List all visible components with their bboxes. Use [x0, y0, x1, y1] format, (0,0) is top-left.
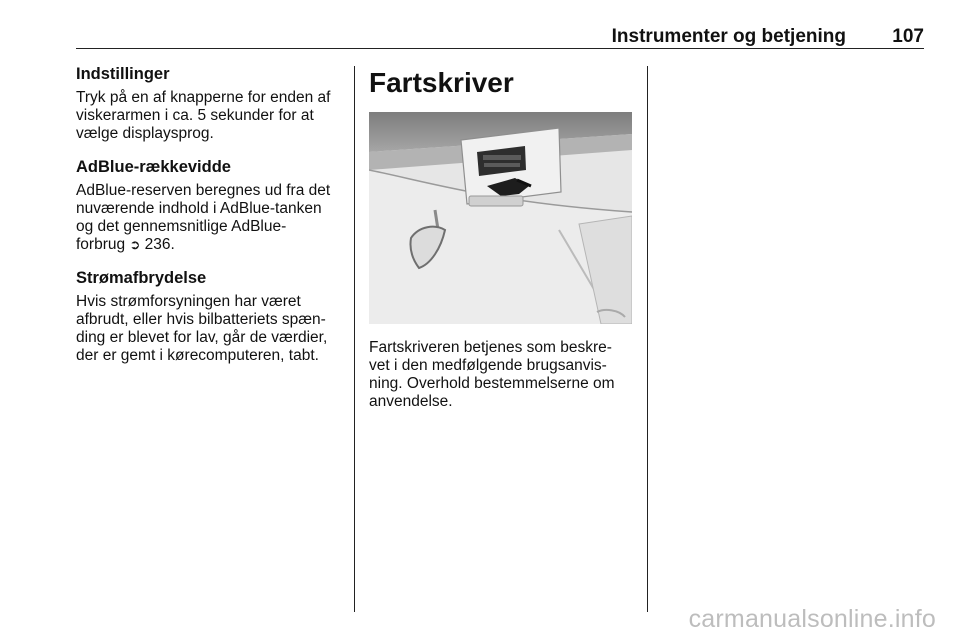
watermark: carmanualsonline.info: [688, 605, 936, 633]
section-body-adblue: [76, 182, 346, 254]
tachograph-illustration: [369, 112, 632, 324]
section-body-stroemafbrydelse: Hvis strømforsyningen har været afbrudt, eller hvis bilbatteriets spæn- ding er blevet for lav, går de værdier, der er gemt i kørecomputeren, tabt.: [76, 293, 328, 364]
page-reference[interactable]: 236.: [144, 236, 175, 253]
figure-caption: Fartskriveren betjenes som beskre- vet i den medfølgende brugsanvis- ning. Overhold bestemmelserne om anvendelse.: [369, 339, 615, 410]
column-divider-right: [647, 66, 648, 612]
adblue-line-1: AdBlue-reserven beregnes ud fra det: [76, 182, 331, 199]
adblue-line-2: nuværende indhold i AdBlue-tanken: [76, 200, 322, 217]
middle-column: [369, 64, 633, 411]
section-heading-stroemafbrydelse: Strømafbrydelse: [76, 269, 207, 287]
section-heading-adblue: AdBlue-rækkevidde: [76, 158, 231, 176]
section-body-indstillinger: Tryk på en af knapperne for enden af viskerarmen i ca. 5 sekunder for at vælge displaysprog.: [76, 89, 331, 142]
page-header: [76, 22, 924, 49]
left-column: [76, 64, 346, 365]
adblue-line-4: forbrug: [76, 236, 126, 253]
page-reference-arrow-icon: ➲: [129, 237, 141, 252]
column-divider-left: [354, 66, 355, 612]
header-title: Instrumenter og betjening: [611, 26, 846, 47]
adblue-line-3: og det gennemsnitlige AdBlue-: [76, 218, 287, 235]
section-title-fartskriver: Fartskriver: [369, 67, 514, 98]
section-heading-indstillinger: Indstillinger: [76, 65, 170, 83]
page-number: 107: [892, 26, 924, 47]
